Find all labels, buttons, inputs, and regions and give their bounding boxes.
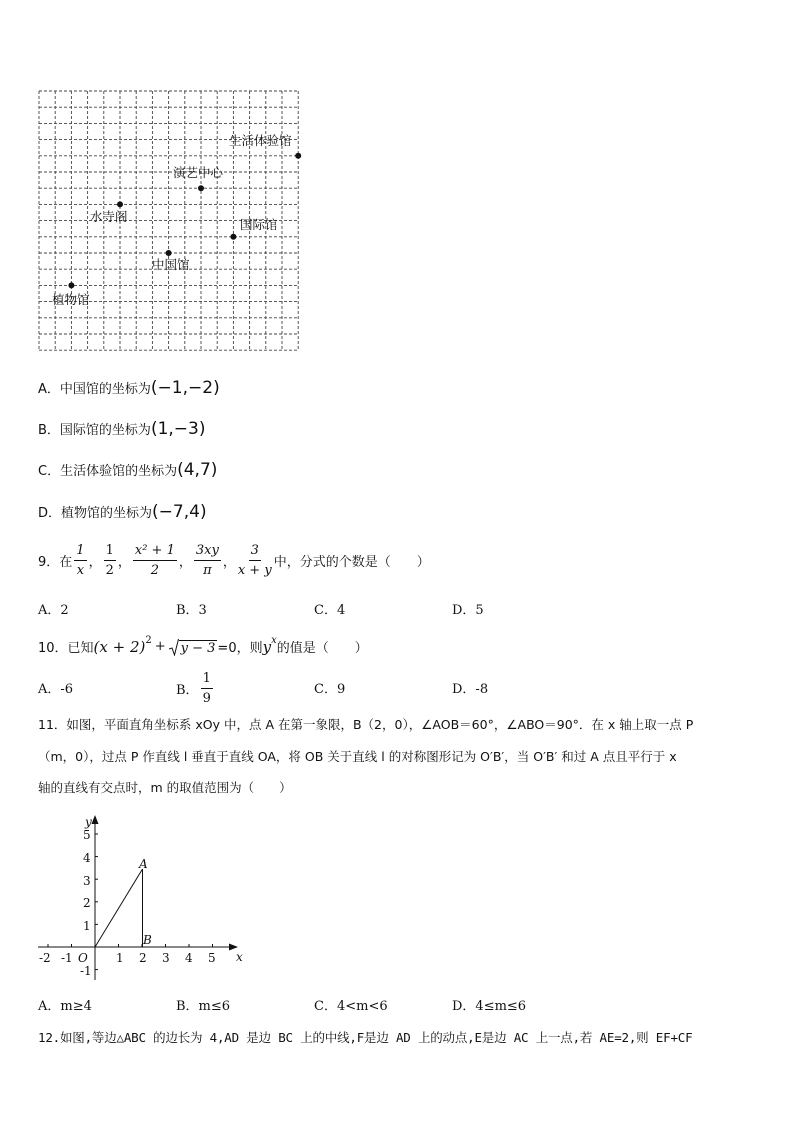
q10-option-a[interactable]: A．-6	[38, 682, 74, 697]
map-label-china-pavilion: 中国馆	[152, 257, 190, 272]
q11-option-a[interactable]: A．m≥4	[38, 999, 92, 1014]
y-tick-label: 4	[83, 851, 91, 865]
x-tick-label: 3	[162, 951, 170, 965]
q9-option-a[interactable]: A．2	[38, 603, 69, 618]
q9-option-c[interactable]: C．4	[314, 603, 346, 618]
map-label-life-experience-hall: 生活体验馆	[229, 133, 292, 148]
q8-option-d[interactable]	[38, 504, 207, 521]
y-axis-arrow	[92, 815, 99, 824]
x-tick-label: 4	[185, 951, 193, 965]
option-letter: D．	[38, 506, 62, 521]
point-b-label: B	[143, 933, 152, 947]
y-tick-label: 2	[83, 896, 91, 910]
q9-prefix: 9．在	[38, 555, 73, 570]
option-coordinate: (1,−3)	[150, 419, 206, 439]
option-letter: B．	[38, 423, 60, 438]
international-hall-dot	[230, 234, 236, 240]
q11-option-c[interactable]: C．4<m<6	[314, 999, 388, 1014]
q11-option-d[interactable]: D．4≤m≤6	[452, 999, 527, 1014]
option-coordinate: (−1,−2)	[150, 378, 220, 398]
q9-option-b[interactable]: B．3	[176, 603, 207, 618]
q10-expression: (x + 2)	[93, 637, 146, 656]
option-letter: C．	[38, 464, 61, 479]
life-experience-hall-dot	[295, 153, 301, 159]
q10-option-c[interactable]: C．9	[314, 682, 346, 697]
y-tick-label: 3	[83, 874, 91, 888]
x-axis-label: x	[236, 950, 243, 964]
botanical-hall-dot	[68, 282, 74, 288]
q9-fraction-4: $\frac{3xy}{\pi}$	[195, 543, 219, 578]
q8-option-a[interactable]	[38, 380, 220, 397]
point-a-label: A	[139, 857, 148, 871]
y-tick-label: -1	[80, 964, 92, 978]
y-axis-label: y	[85, 815, 92, 829]
q9-fraction-2: $\frac{1}{2}$	[105, 543, 114, 578]
q10-suffix: 的值是（ ）	[276, 641, 368, 656]
q8-option-b[interactable]	[38, 421, 205, 438]
map-label-water-temple-pavilion: 水寺阁	[90, 209, 128, 224]
q11-coordinate-graph	[30, 808, 260, 988]
x-tick-label: 1	[116, 951, 124, 965]
x-tick-label: -1	[61, 951, 73, 965]
q10-prefix: 10．已知	[38, 641, 94, 656]
q10-sqrt: y − 3	[169, 638, 218, 656]
q8-option-c[interactable]	[38, 462, 217, 479]
q11-option-b[interactable]: B．m≤6	[176, 999, 231, 1014]
q12-text: 12.如图,等边△ABC 的边长为 4,AD 是边 BC 上的中线,F是边 AD 上的动点,E是边 AC 上一点,若 AE=2,则 EF+CF	[38, 1030, 693, 1045]
q11-text-line-2: （m，0），过点 P 作直线 l 垂直于直线 OA，将 OB 关于直线 l 的对称图形记为 O′B′，当 O′B′ 和过 A 点且平行于 x	[38, 749, 677, 764]
option-text: 国际馆的坐标为	[59, 423, 151, 438]
q10-option-b[interactable]: B． $\frac{1}{9}$	[176, 671, 211, 706]
x-tick-label: -2	[39, 951, 51, 965]
q10-option-d[interactable]: D．-8	[452, 682, 489, 697]
question-9: 9．在 $\frac{1}{x}$ ， $\frac{1}{2}$ ， $\frac{\text{x² + 1}}{2}$ ， $\frac{3xy}{\pi}$ ， $\frac{3}{x + y}$ 中，分式的个数是（ ）	[38, 543, 430, 578]
q9-fraction-1: $\frac{1}{x}$	[76, 543, 85, 578]
water-temple-pavilion-dot	[117, 201, 123, 207]
map-label-performance-center: 演艺中心	[173, 165, 224, 180]
option-coordinate: (4,7)	[177, 460, 218, 480]
option-text: 生活体验馆的坐标为	[60, 464, 178, 479]
y-tick-label: 5	[83, 828, 91, 842]
campus-map-grid	[36, 88, 306, 354]
option-coordinate: (−7,4)	[152, 502, 207, 522]
option-text: 植物馆的坐标为	[61, 506, 153, 521]
y-tick-label: 1	[83, 919, 91, 933]
performance-center-dot	[198, 185, 204, 191]
map-label-botanical-hall: 植物馆	[52, 292, 90, 307]
china-pavilion-dot	[166, 250, 172, 256]
segment-oa	[95, 869, 143, 947]
q11-text-line-3: 轴的直线有交点时，m 的取值范围为（ ）	[38, 780, 292, 795]
x-tick-label: 5	[208, 951, 216, 965]
x-tick-label: 2	[139, 951, 147, 965]
origin-label: O	[78, 951, 88, 965]
q9-suffix: 中，分式的个数是（ ）	[273, 555, 430, 570]
question-10: 10．已知 (x + 2) $^2$ + y − 3 =0，则 y $^x$ 的值是（ ）	[38, 635, 368, 656]
q9-fraction-5: $\frac{3}{x + y}$	[237, 543, 272, 578]
map-label-international-hall: 国际馆	[240, 217, 278, 232]
option-letter: A．	[38, 382, 60, 397]
q9-option-d[interactable]: D．5	[452, 603, 484, 618]
q9-fraction-3: $\frac{\text{x² + 1}}{2}$	[134, 543, 175, 578]
option-text: 中国馆的坐标为	[59, 382, 151, 397]
q11-text-line-1: 11．如图，平面直角坐标系 xOy 中，点 A 在第一象限，B（2，0），∠AOB＝60°，∠ABO＝90°．在 x 轴上取一点 P	[38, 717, 694, 732]
q10-equals: =0，则	[217, 641, 263, 656]
